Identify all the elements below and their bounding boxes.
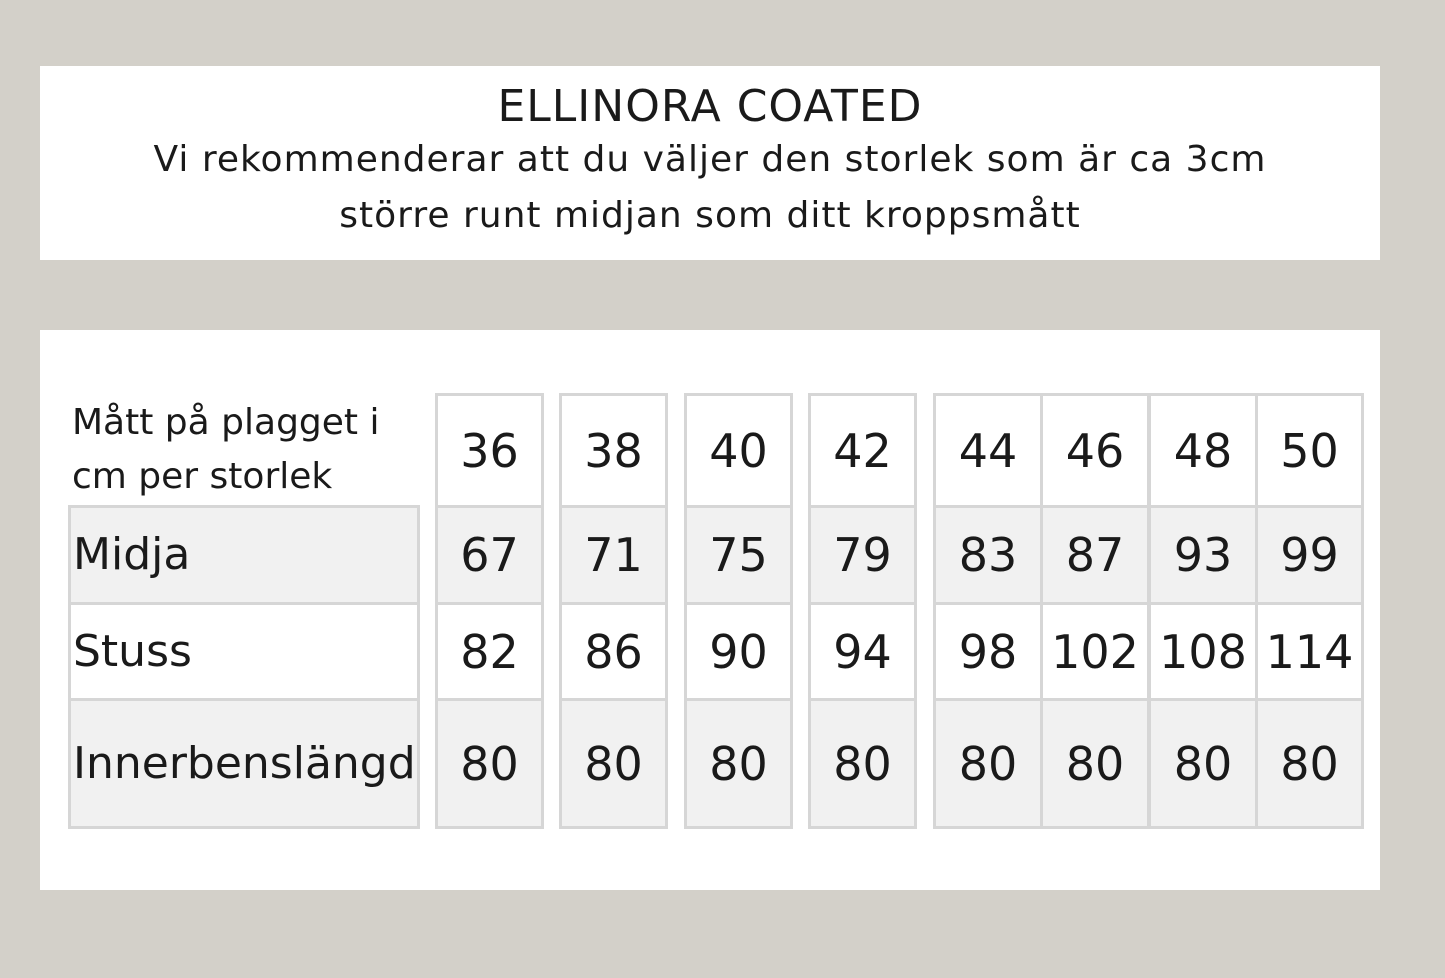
table-cell: 82 (435, 602, 544, 701)
recommendation-line-2: större runt midjan som ditt kroppsmått (339, 195, 1081, 236)
product-title: ELLINORA COATED (497, 81, 923, 132)
table-cell: 67 (435, 505, 544, 605)
size-header-40: 40 (684, 393, 793, 508)
table-cell: 80 (435, 698, 544, 829)
recommendation-line-1: Vi rekommenderar att du väljer den storlek som är ca 3cm (153, 139, 1267, 180)
table-cell: 80 (559, 698, 668, 829)
table-cell: 75 (684, 505, 793, 605)
corner-label: Mått på plagget i cm per storlek (72, 402, 380, 497)
table-cell: 80 (1040, 698, 1150, 829)
table-cell: 79 (808, 505, 917, 605)
table-cell: 114 (1255, 602, 1364, 701)
table-cell: 83 (933, 505, 1043, 605)
table-cell: 108 (1148, 602, 1258, 701)
size-header-44: 44 (933, 393, 1043, 508)
row-label: Stuss (68, 602, 420, 701)
table-cell: 98 (933, 602, 1043, 701)
table-cell: 71 (559, 505, 668, 605)
title-card (40, 66, 1380, 260)
table-cell: 87 (1040, 505, 1150, 605)
table-cell: 86 (559, 602, 668, 701)
size-header-46: 46 (1040, 393, 1150, 508)
table-cell: 102 (1040, 602, 1150, 701)
size-header-38: 38 (559, 393, 668, 508)
table-cell: 80 (808, 698, 917, 829)
size-header-48: 48 (1148, 393, 1258, 508)
table-cell: 80 (1148, 698, 1258, 829)
size-header-36: 36 (435, 393, 544, 508)
size-header-50: 50 (1255, 393, 1364, 508)
table-cell: 80 (684, 698, 793, 829)
row-label: Midja (68, 505, 420, 605)
row-label: Innerbenslängd (68, 698, 420, 829)
table-cell: 93 (1148, 505, 1258, 605)
table-cell: 80 (933, 698, 1043, 829)
table-cell: 80 (1255, 698, 1364, 829)
size-header-42: 42 (808, 393, 917, 508)
table-cell: 99 (1255, 505, 1364, 605)
table-cell: 94 (808, 602, 917, 701)
table-cell: 90 (684, 602, 793, 701)
